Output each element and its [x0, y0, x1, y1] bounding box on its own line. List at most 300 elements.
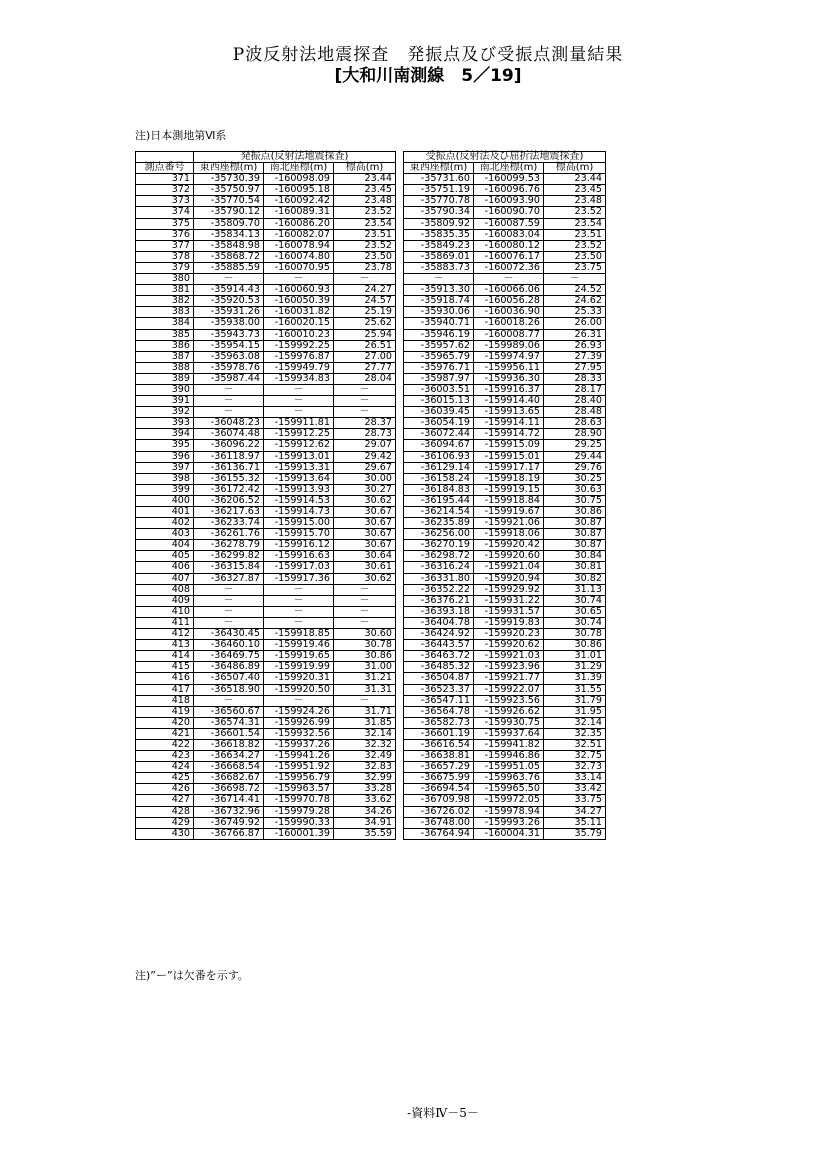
table-row [136, 440, 606, 451]
header-blank [136, 152, 194, 163]
point-id-cell: 372 [136, 185, 194, 196]
shot-y-cell: -159920.50 [264, 684, 334, 695]
recv-z-cell: 31.01 [544, 651, 606, 662]
gap-cell [396, 318, 404, 329]
shot-y-cell: -159919.46 [264, 640, 334, 651]
table-row [136, 484, 606, 495]
point-id-cell: 420 [136, 717, 194, 728]
shot-y-cell: － [264, 274, 334, 285]
recv-z-cell: 31.95 [544, 706, 606, 717]
recv-z-cell: 33.42 [544, 784, 606, 795]
recv-x-cell: -35930.06 [404, 307, 474, 318]
recv-x-cell: -36270.19 [404, 540, 474, 551]
gap-cell [396, 762, 404, 773]
table-row [136, 251, 606, 262]
recv-x-cell: -36638.81 [404, 751, 474, 762]
point-id-cell: 381 [136, 285, 194, 296]
recv-z-cell: 23.54 [544, 218, 606, 229]
recv-y-cell: -160076.17 [474, 251, 544, 262]
gap-cell [396, 773, 404, 784]
recv-y-cell: -159978.94 [474, 806, 544, 817]
gap-cell [396, 240, 404, 251]
shot-y-cell: -159951.92 [264, 762, 334, 773]
gap-cell [396, 229, 404, 240]
gap-cell [396, 451, 404, 462]
recv-x-cell: -36214.54 [404, 507, 474, 518]
recv-z-cell: － [544, 274, 606, 285]
shot-y-cell: -159914.53 [264, 495, 334, 506]
recv-x-cell: -36601.19 [404, 728, 474, 739]
point-id-cell: 382 [136, 296, 194, 307]
shot-x-cell: -36206.52 [194, 495, 264, 506]
recv-y-cell: -159920.23 [474, 629, 544, 640]
recv-z-cell: 23.52 [544, 207, 606, 218]
shot-x-cell: -35834.13 [194, 229, 264, 240]
gap-cell [396, 285, 404, 296]
shot-z-cell: 27.00 [334, 351, 396, 362]
coordinate-system-note: 注)日本測地第Ⅵ系 [135, 129, 227, 142]
recv-z-cell: 31.55 [544, 684, 606, 695]
shot-y-cell: -159934.83 [264, 373, 334, 384]
shot-y-cell: -159913.64 [264, 473, 334, 484]
shot-z-cell: 31.00 [334, 662, 396, 673]
shot-y-cell: -159911.81 [264, 418, 334, 429]
recv-z-cell: 28.90 [544, 429, 606, 440]
shot-y-cell: -159979.28 [264, 806, 334, 817]
table-row [136, 640, 606, 651]
shot-y-cell: -159924.26 [264, 706, 334, 717]
shot-z-cell: 32.99 [334, 773, 396, 784]
table-row [136, 595, 606, 606]
shot-y-cell: － [264, 695, 334, 706]
gap-cell [396, 296, 404, 307]
col-header-id: 測点番号 [136, 163, 194, 174]
recv-y-cell: -159993.26 [474, 817, 544, 828]
gap-cell [396, 640, 404, 651]
recv-z-cell: 23.45 [544, 185, 606, 196]
shot-y-cell: -159916.12 [264, 540, 334, 551]
point-id-cell: 373 [136, 196, 194, 207]
point-id-cell: 424 [136, 762, 194, 773]
table-row [136, 462, 606, 473]
recv-x-cell: -36316.24 [404, 562, 474, 573]
point-id-cell: 417 [136, 684, 194, 695]
point-id-cell: 422 [136, 739, 194, 750]
table-row [136, 573, 606, 584]
shot-z-cell: 23.51 [334, 229, 396, 240]
shot-y-cell: -160050.39 [264, 296, 334, 307]
recv-x-cell: -35987.97 [404, 373, 474, 384]
gap-cell [396, 817, 404, 828]
shot-z-cell: － [334, 396, 396, 407]
recv-z-cell: 28.17 [544, 384, 606, 395]
point-id-cell: 375 [136, 218, 194, 229]
table-row [136, 185, 606, 196]
table-row [136, 617, 606, 628]
recv-y-cell: -160018.26 [474, 318, 544, 329]
col-header-recv-y: 南北座標(m) [474, 163, 544, 174]
shot-y-cell: -160095.18 [264, 185, 334, 196]
recv-x-cell: -35770.78 [404, 196, 474, 207]
group-header-receiver: 受振点(反射法及び屈折法地震探査) [404, 152, 606, 163]
gap-cell [396, 751, 404, 762]
shot-z-cell: － [334, 584, 396, 595]
recv-y-cell: -159918.06 [474, 529, 544, 540]
recv-z-cell: 32.73 [544, 762, 606, 773]
gap-cell [396, 207, 404, 218]
recv-y-cell: -159920.42 [474, 540, 544, 551]
table-row [136, 739, 606, 750]
point-id-cell: 413 [136, 640, 194, 651]
recv-z-cell: 27.39 [544, 351, 606, 362]
shot-x-cell: -36430.45 [194, 629, 264, 640]
recv-x-cell: -36582.73 [404, 717, 474, 728]
recv-y-cell: -160004.31 [474, 828, 544, 839]
point-id-cell: 395 [136, 440, 194, 451]
recv-z-cell: 26.31 [544, 329, 606, 340]
table-row [136, 362, 606, 373]
table-row [136, 540, 606, 551]
shot-x-cell: -36634.27 [194, 751, 264, 762]
recv-x-cell: -36443.57 [404, 640, 474, 651]
table-row [136, 296, 606, 307]
col-header-shot-x: 東西座標(m) [194, 163, 264, 174]
point-id-cell: 399 [136, 484, 194, 495]
shot-z-cell: 23.50 [334, 251, 396, 262]
recv-z-cell: 30.65 [544, 606, 606, 617]
table-row [136, 418, 606, 429]
shot-y-cell: -160092.42 [264, 196, 334, 207]
table-row [136, 207, 606, 218]
point-id-cell: 410 [136, 606, 194, 617]
gap-cell [396, 373, 404, 384]
point-id-cell: 379 [136, 262, 194, 273]
shot-x-cell: -36118.97 [194, 451, 264, 462]
shot-y-cell: -160070.95 [264, 262, 334, 273]
shot-y-cell: － [264, 407, 334, 418]
survey-table [135, 151, 606, 840]
shot-z-cell: 32.83 [334, 762, 396, 773]
point-id-cell: 429 [136, 817, 194, 828]
shot-z-cell: 27.77 [334, 362, 396, 373]
point-id-cell: 383 [136, 307, 194, 318]
recv-y-cell: -159926.62 [474, 706, 544, 717]
point-id-cell: 404 [136, 540, 194, 551]
shot-y-cell: -159963.57 [264, 784, 334, 795]
table-row [136, 562, 606, 573]
recv-x-cell: -36106.93 [404, 451, 474, 462]
shot-x-cell: -36172.42 [194, 484, 264, 495]
recv-y-cell: -159936.30 [474, 373, 544, 384]
shot-y-cell: － [264, 396, 334, 407]
gap-cell [396, 673, 404, 684]
recv-y-cell: -159921.06 [474, 518, 544, 529]
recv-z-cell: 23.51 [544, 229, 606, 240]
recv-x-cell: -35940.71 [404, 318, 474, 329]
recv-y-cell: -159914.72 [474, 429, 544, 440]
point-id-cell: 425 [136, 773, 194, 784]
shot-x-cell: -36155.32 [194, 473, 264, 484]
table-row [136, 495, 606, 506]
recv-y-cell: -159930.75 [474, 717, 544, 728]
recv-x-cell: -36298.72 [404, 551, 474, 562]
shot-z-cell: 25.19 [334, 307, 396, 318]
shot-y-cell: -160098.09 [264, 174, 334, 185]
point-id-cell: 430 [136, 828, 194, 839]
table-row [136, 373, 606, 384]
table-row [136, 429, 606, 440]
gap-cell [396, 174, 404, 185]
point-id-cell: 386 [136, 340, 194, 351]
recv-z-cell: 28.63 [544, 418, 606, 429]
shot-z-cell: 30.67 [334, 518, 396, 529]
recv-z-cell: 30.78 [544, 629, 606, 640]
recv-y-cell: -159922.07 [474, 684, 544, 695]
point-id-cell: 401 [136, 507, 194, 518]
shot-y-cell: -159913.31 [264, 462, 334, 473]
shot-z-cell: 25.94 [334, 329, 396, 340]
shot-z-cell: － [334, 384, 396, 395]
shot-x-cell: -35790.12 [194, 207, 264, 218]
shot-x-cell: -36299.82 [194, 551, 264, 562]
shot-x-cell: -36217.63 [194, 507, 264, 518]
gap-cell [396, 784, 404, 795]
shot-x-cell: -36766.87 [194, 828, 264, 839]
gap-cell [396, 218, 404, 229]
gap-cell [396, 529, 404, 540]
recv-x-cell: -35918.74 [404, 296, 474, 307]
point-id-cell: 406 [136, 562, 194, 573]
table-row [136, 262, 606, 273]
recv-x-cell: -36184.83 [404, 484, 474, 495]
shot-z-cell: 30.67 [334, 540, 396, 551]
recv-x-cell: -35883.73 [404, 262, 474, 273]
recv-y-cell: -160056.28 [474, 296, 544, 307]
recv-y-cell: -159956.11 [474, 362, 544, 373]
recv-y-cell: -160093.90 [474, 196, 544, 207]
shot-x-cell: -36136.71 [194, 462, 264, 473]
recv-z-cell: 25.33 [544, 307, 606, 318]
recv-y-cell: -159915.01 [474, 451, 544, 462]
survey-table-body [136, 174, 606, 840]
shot-x-cell: -35920.53 [194, 296, 264, 307]
shot-y-cell: － [264, 617, 334, 628]
shot-x-cell: － [194, 584, 264, 595]
table-row [136, 340, 606, 351]
shot-y-cell: -159919.65 [264, 651, 334, 662]
recv-z-cell: 30.86 [544, 507, 606, 518]
col-header-recv-x: 東西座標(m) [404, 163, 474, 174]
recv-z-cell: 30.25 [544, 473, 606, 484]
recv-z-cell: 31.79 [544, 695, 606, 706]
point-id-cell: 378 [136, 251, 194, 262]
recv-z-cell: 30.81 [544, 562, 606, 573]
recv-z-cell: 23.44 [544, 174, 606, 185]
point-id-cell: 391 [136, 396, 194, 407]
recv-x-cell: － [404, 274, 474, 285]
shot-y-cell: － [264, 584, 334, 595]
shot-x-cell: -36048.23 [194, 418, 264, 429]
shot-z-cell: － [334, 606, 396, 617]
point-id-cell: 397 [136, 462, 194, 473]
shot-z-cell: 30.62 [334, 573, 396, 584]
gap-cell [396, 728, 404, 739]
table-row [136, 518, 606, 529]
shot-x-cell: -36714.41 [194, 795, 264, 806]
table-row [136, 629, 606, 640]
shot-y-cell: -159913.93 [264, 484, 334, 495]
gap-cell [396, 340, 404, 351]
missing-number-note: 注)”ー”は欠番を示す。 [135, 969, 249, 982]
recv-z-cell: 28.48 [544, 407, 606, 418]
shot-x-cell: -35943.73 [194, 329, 264, 340]
shot-y-cell: － [264, 595, 334, 606]
shot-y-cell: -159917.03 [264, 562, 334, 573]
shot-y-cell: -160074.80 [264, 251, 334, 262]
shot-x-cell: -36732.96 [194, 806, 264, 817]
column-gap [396, 163, 404, 174]
gap-cell [396, 196, 404, 207]
table-row [136, 473, 606, 484]
shot-z-cell: 23.52 [334, 207, 396, 218]
shot-y-cell: -159937.26 [264, 739, 334, 750]
shot-y-cell: -159976.87 [264, 351, 334, 362]
shot-z-cell: 33.62 [334, 795, 396, 806]
recv-z-cell: 32.75 [544, 751, 606, 762]
gap-cell [396, 595, 404, 606]
recv-z-cell: 23.50 [544, 251, 606, 262]
gap-cell [396, 706, 404, 717]
table-row [136, 795, 606, 806]
recv-y-cell: -159914.40 [474, 396, 544, 407]
shot-x-cell: -36618.82 [194, 739, 264, 750]
shot-z-cell: 31.85 [334, 717, 396, 728]
shot-y-cell: -160089.31 [264, 207, 334, 218]
gap-cell [396, 407, 404, 418]
table-row [136, 684, 606, 695]
table-row [136, 551, 606, 562]
table-row [136, 396, 606, 407]
recv-z-cell: 32.14 [544, 717, 606, 728]
recv-x-cell: -36726.02 [404, 806, 474, 817]
shot-z-cell: 29.07 [334, 440, 396, 451]
recv-y-cell: -159931.22 [474, 595, 544, 606]
shot-y-cell: -160001.39 [264, 828, 334, 839]
recv-z-cell: 30.84 [544, 551, 606, 562]
table-row [136, 174, 606, 185]
recv-z-cell: 23.52 [544, 240, 606, 251]
gap-cell [396, 617, 404, 628]
shot-y-cell: -159912.25 [264, 429, 334, 440]
point-id-cell: 387 [136, 351, 194, 362]
shot-z-cell: － [334, 407, 396, 418]
recv-y-cell: -159923.96 [474, 662, 544, 673]
point-id-cell: 428 [136, 806, 194, 817]
recv-x-cell: -35790.34 [404, 207, 474, 218]
recv-y-cell: -159918.19 [474, 473, 544, 484]
recv-x-cell: -36657.29 [404, 762, 474, 773]
gap-cell [396, 695, 404, 706]
table-row [136, 828, 606, 839]
page-subtitle: [大和川南測線 5／19] [334, 66, 522, 86]
table-row [136, 784, 606, 795]
recv-x-cell: -36547.11 [404, 695, 474, 706]
col-header-recv-z: 標高(m) [544, 163, 606, 174]
shot-z-cell: 23.78 [334, 262, 396, 273]
page-title: P波反射法地震探査 発振点及び受振点測量結果 [232, 45, 624, 65]
recv-x-cell: -35869.01 [404, 251, 474, 262]
recv-z-cell: 24.52 [544, 285, 606, 296]
gap-cell [396, 329, 404, 340]
shot-z-cell: 30.60 [334, 629, 396, 640]
point-id-cell: 371 [136, 174, 194, 185]
table-row [136, 218, 606, 229]
point-id-cell: 421 [136, 728, 194, 739]
recv-z-cell: 29.44 [544, 451, 606, 462]
point-id-cell: 407 [136, 573, 194, 584]
recv-y-cell: -160090.70 [474, 207, 544, 218]
shot-z-cell: 28.37 [334, 418, 396, 429]
point-id-cell: 418 [136, 695, 194, 706]
recv-z-cell: 35.79 [544, 828, 606, 839]
shot-z-cell: 31.31 [334, 684, 396, 695]
recv-x-cell: -36393.18 [404, 606, 474, 617]
recv-x-cell: -36504.87 [404, 673, 474, 684]
recv-x-cell: -36709.98 [404, 795, 474, 806]
recv-x-cell: -35976.71 [404, 362, 474, 373]
recv-y-cell: -160099.53 [474, 174, 544, 185]
shot-z-cell: 29.42 [334, 451, 396, 462]
table-row [136, 307, 606, 318]
recv-z-cell: 30.75 [544, 495, 606, 506]
shot-z-cell: － [334, 617, 396, 628]
shot-y-cell: -160020.15 [264, 318, 334, 329]
shot-x-cell: -35750.97 [194, 185, 264, 196]
recv-y-cell: -159921.77 [474, 673, 544, 684]
gap-cell [396, 440, 404, 451]
point-id-cell: 411 [136, 617, 194, 628]
point-id-cell: 426 [136, 784, 194, 795]
shot-z-cell: 30.61 [334, 562, 396, 573]
table-row [136, 451, 606, 462]
shot-x-cell: -36668.54 [194, 762, 264, 773]
shot-x-cell: -36315.84 [194, 562, 264, 573]
page-footer: -資料Ⅳ－5－ [407, 1106, 479, 1120]
table-row [136, 773, 606, 784]
recv-z-cell: 32.35 [544, 728, 606, 739]
table-row [136, 351, 606, 362]
point-id-cell: 403 [136, 529, 194, 540]
point-id-cell: 396 [136, 451, 194, 462]
shot-y-cell: -159915.70 [264, 529, 334, 540]
recv-x-cell: -36523.37 [404, 684, 474, 695]
recv-x-cell: -35965.79 [404, 351, 474, 362]
point-id-cell: 405 [136, 551, 194, 562]
gap-cell [396, 540, 404, 551]
table-row [136, 274, 606, 285]
table-row [136, 651, 606, 662]
recv-z-cell: 33.14 [544, 773, 606, 784]
recv-y-cell: -159929.92 [474, 584, 544, 595]
shot-x-cell: -35954.15 [194, 340, 264, 351]
group-header-shot: 発振点(反射法地震探査) [194, 152, 396, 163]
recv-y-cell: -160080.12 [474, 240, 544, 251]
shot-z-cell: 30.00 [334, 473, 396, 484]
table-row [136, 806, 606, 817]
table-row [136, 717, 606, 728]
recv-x-cell: -35751.19 [404, 185, 474, 196]
shot-z-cell: 28.73 [334, 429, 396, 440]
